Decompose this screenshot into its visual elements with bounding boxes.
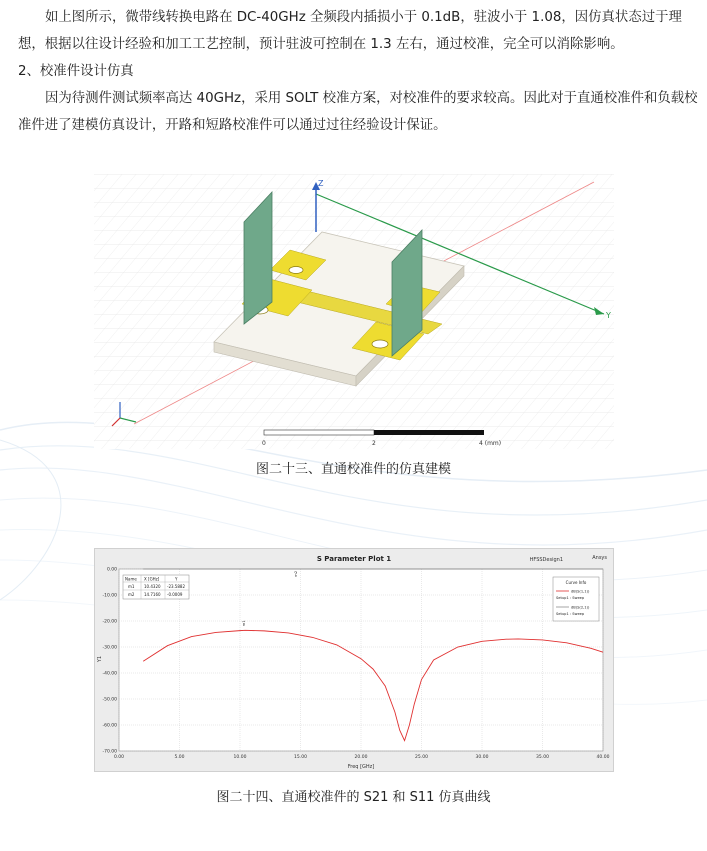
x-tick-label: 40.00 [596,755,610,760]
marker-table [123,575,189,599]
mt-row-name: m2 [128,592,135,597]
via-hole [372,340,388,348]
x-tick-label: 10.00 [233,755,247,760]
mt-row-x: 14.7160 [144,592,161,597]
y-axis-title: Y1 [97,655,103,663]
x-axis-title: Freq [GHz] [347,764,375,770]
figure-3d-model [94,174,614,449]
x-tick-label: 5.00 [174,755,185,760]
s-parameter-chart [94,548,614,772]
marker-label: m1 [241,620,247,627]
mt-row-y: -0.0009 [167,592,183,597]
y-tick-label: -30.00 [102,645,117,651]
scale-bar-black [374,430,484,435]
legend-s21-setup: Setup1 : Sweep [556,612,585,616]
x-tick-label: 35.00 [536,755,549,760]
ansys-logo: Ansys [592,555,607,561]
x-tick-label: 30.00 [475,755,489,760]
x-tick-label: 25.00 [415,755,428,760]
y-tick-label: -50.00 [102,697,117,703]
scale-tick-2: 2 [372,440,376,447]
chart-svg [95,549,613,771]
y-tick-label: 0.00 [106,567,117,573]
y-tick-label: -20.00 [102,619,117,625]
chart-design-name: HFSSDesign1 [529,557,563,563]
y-tick-label: -70.00 [102,749,117,755]
legend-title: Curve Info [565,580,587,585]
legend-s11-name: dB(S(1,1)) [571,589,590,594]
figure-24-caption: 图二十四、直通校准件的 S21 和 S11 仿真曲线 [216,790,491,805]
paragraph-solt: 因为待测件测试频率高达 40GHz，采用 SOLT 校准方案，对校准件的要求较高。因此对于直通校准件和负载校准件进了建模仿真设计，开路和短路校准件可以通过过往经验设计保证。 [18,91,698,133]
legend-s11-setup: Setup1 : Sweep [556,596,585,600]
y-axis-label: Y [606,311,611,320]
x-tick-label: 0.00 [113,755,125,760]
mt-header-x: X [GHz] [144,576,160,582]
figure-23-caption: 图二十三、直通校准件的仿真建模 [255,462,451,477]
mt-row-y: -23.5882 [167,584,185,589]
marker-label: m2 [293,570,299,577]
z-axis-label: Z [318,179,324,188]
scale-tick-4: 4 (mm) [479,440,502,447]
x-tick-label: 20.00 [354,755,368,760]
y-tick-label: -60.00 [102,723,117,729]
via-hole [289,267,303,274]
chart-title: S Parameter Plot 1 [316,555,392,563]
legend-s21-name: dB(S(2,1)) [571,605,590,610]
paragraph-insertion-loss: 如上图所示，微带线转换电路在 DC-40GHz 全频段内插损小于 0.1dB，驻波小于 1.08，因仿真状态过于理想，根据以往设计经验和加工工艺控制，预计驻波可控制在 1.3 左右，通过校准，完全可以消除影响。 [18,10,682,52]
mt-header-y: Y [175,576,178,582]
model-render [94,174,614,449]
mt-header-name: Name [125,576,137,582]
mt-row-x: 10.4320 [144,584,161,589]
y-tick-label: -10.00 [102,593,117,599]
scale-tick-0: 0 [262,440,266,447]
y-tick-label: -40.00 [102,671,117,677]
x-tick-label: 15.00 [294,755,307,760]
scale-bar-white [264,430,374,435]
mt-row-name: m1 [128,584,135,589]
legend [553,577,599,621]
section-heading: 2、校准件设计仿真 [18,64,134,79]
